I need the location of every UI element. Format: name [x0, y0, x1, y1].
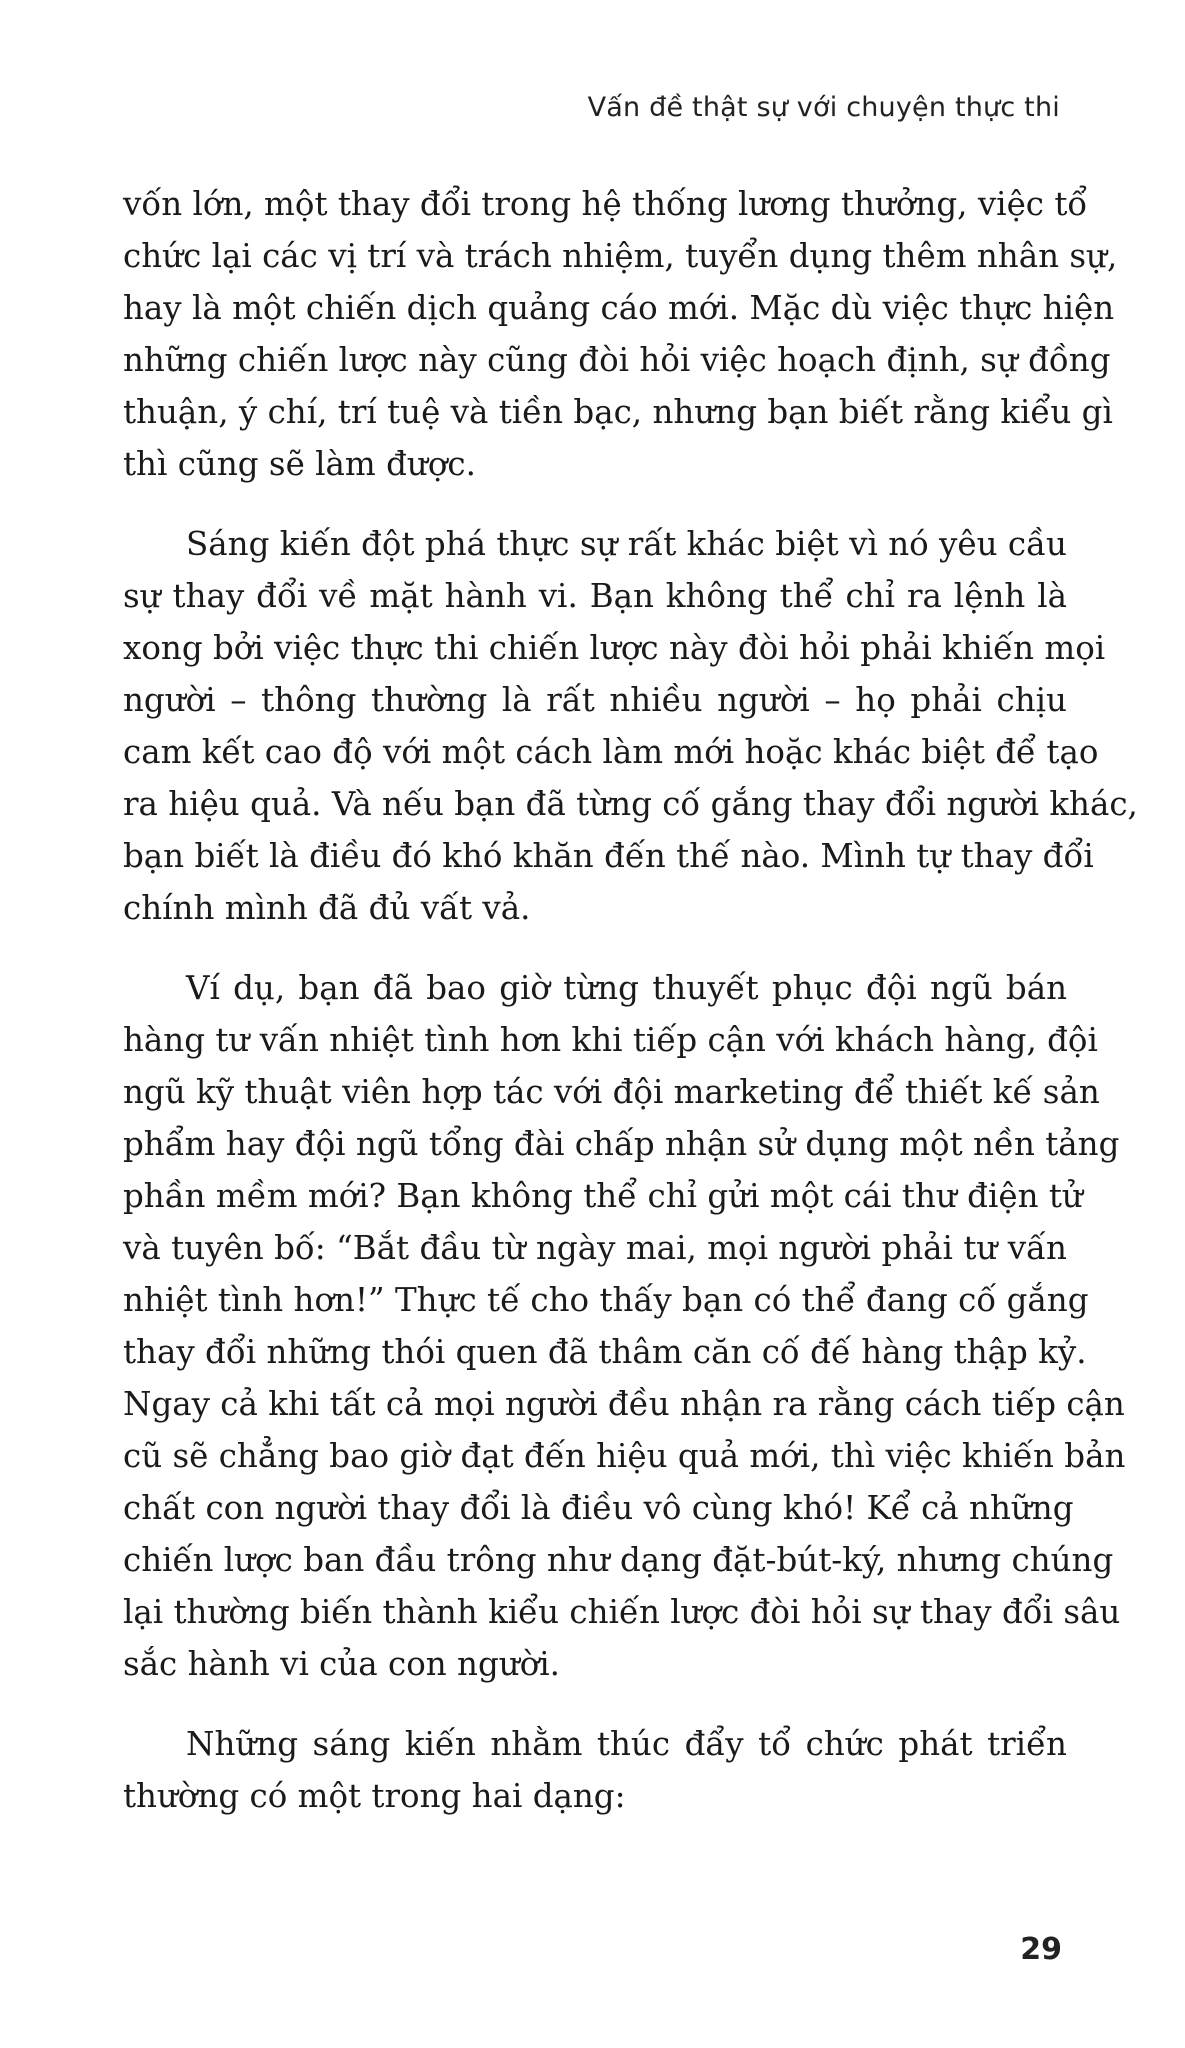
paragraph-1 [123, 178, 1118, 490]
text-line: chính mình đã đủ vất vả. [123, 889, 531, 927]
text-line: hàng tư vấn nhiệt tình hơn khi tiếp cận với khách hàng, đội [123, 1021, 1098, 1059]
paragraph-3 [123, 962, 1126, 1690]
text-line: cũ sẽ chẳng bao giờ đạt đến hiệu quả mới, thì việc khiến bản [123, 1437, 1126, 1475]
page-number: 29 [1020, 1932, 1062, 1967]
text-line: nhiệt tình hơn!” Thực tế cho thấy bạn có thể đang cố gắng [123, 1281, 1089, 1319]
text-line: người – thông thường là rất nhiều người – họ phải chịu [123, 681, 1067, 719]
body-text [123, 178, 1138, 1850]
text-line: chức lại các vị trí và trách nhiệm, tuyển dụng thêm nhân sự, [123, 237, 1118, 275]
text-line: bạn biết là điều đó khó khăn đến thế nào. Mình tự thay đổi [123, 837, 1094, 875]
text-line: sắc hành vi của con người. [123, 1645, 561, 1683]
text-line: ngũ kỹ thuật viên hợp tác với đội marketing để thiết kế sản [123, 1073, 1100, 1111]
text-line: phẩm hay đội ngũ tổng đài chấp nhận sử dụng một nền tảng [123, 1125, 1120, 1163]
text-line: thuận, ý chí, trí tuệ và tiền bạc, nhưng bạn biết rằng kiểu gì [123, 393, 1113, 431]
text-line: những chiến lược này cũng đòi hỏi việc hoạch định, sự đồng [123, 341, 1111, 379]
text-line: xong bởi việc thực thi chiến lược này đòi hỏi phải khiến mọi [123, 629, 1106, 667]
text-line: ra hiệu quả. Và nếu bạn đã từng cố gắng thay đổi người khác, [123, 785, 1138, 823]
text-line: phần mềm mới? Bạn không thể chỉ gửi một cái thư điện tử [123, 1177, 1083, 1215]
text-line: Sáng kiến đột phá thực sự rất khác biệt vì nó yêu cầu [186, 525, 1067, 563]
text-line: thì cũng sẽ làm được. [123, 445, 476, 483]
text-line: Những sáng kiến nhằm thúc đẩy tổ chức phát triển [186, 1725, 1067, 1763]
text-line: thường có một trong hai dạng: [123, 1777, 626, 1815]
text-line: và tuyên bố: “Bắt đầu từ ngày mai, mọi người phải tư vấn [123, 1229, 1067, 1267]
text-line: lại thường biến thành kiểu chiến lược đòi hỏi sự thay đổi sâu [123, 1593, 1121, 1631]
text-line: vốn lớn, một thay đổi trong hệ thống lương thưởng, việc tổ [123, 185, 1088, 223]
paragraph-4 [123, 1718, 1067, 1822]
paragraph-2 [123, 518, 1138, 934]
text-line: sự thay đổi về mặt hành vi. Bạn không thể chỉ ra lệnh là [123, 577, 1067, 615]
text-line: thay đổi những thói quen đã thâm căn cố đế hàng thập kỷ. [123, 1333, 1087, 1371]
text-line: cam kết cao độ với một cách làm mới hoặc khác biệt để tạo [123, 733, 1099, 771]
text-line: Ví dụ, bạn đã bao giờ từng thuyết phục đội ngũ bán [186, 969, 1067, 1007]
text-line: hay là một chiến dịch quảng cáo mới. Mặc dù việc thực hiện [123, 289, 1115, 327]
text-line: Ngay cả khi tất cả mọi người đều nhận ra rằng cách tiếp cận [123, 1385, 1125, 1423]
text-line: chiến lược ban đầu trông như dạng đặt-bút-ký, nhưng chúng [123, 1541, 1114, 1579]
running-header: Vấn đề thật sự với chuyện thực thi [587, 92, 1060, 123]
text-line: chất con người thay đổi là điều vô cùng khó! Kể cả những [123, 1489, 1074, 1527]
